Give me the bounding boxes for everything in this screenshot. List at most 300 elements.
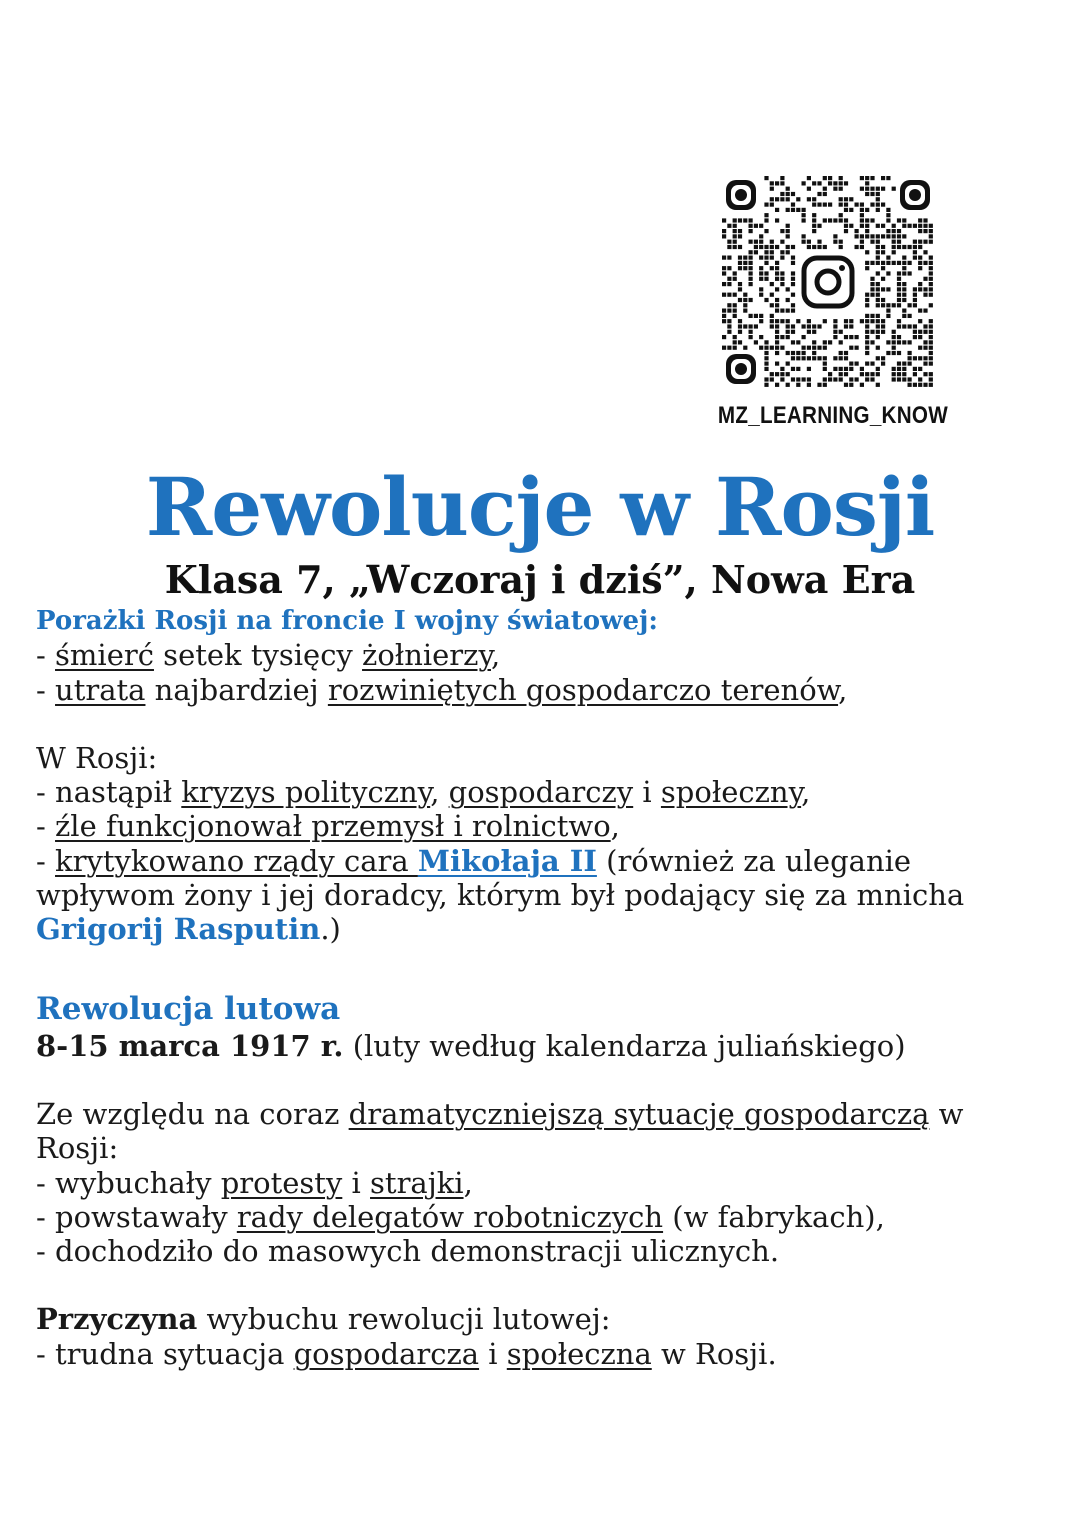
qr-module <box>764 383 768 387</box>
qr-module <box>791 356 795 360</box>
qr-module <box>812 213 816 217</box>
qr-module <box>764 250 768 254</box>
qr-module <box>770 372 774 376</box>
qr-module <box>823 187 827 191</box>
qr-module <box>923 330 927 334</box>
qr-module <box>722 346 726 350</box>
qr-module <box>897 377 901 381</box>
qr-module <box>754 340 758 344</box>
qr-module <box>881 250 885 254</box>
qr-module <box>870 330 874 334</box>
qr-module <box>733 303 737 307</box>
qr-module <box>727 224 731 228</box>
qr-module <box>918 377 922 381</box>
qr-module <box>865 351 869 355</box>
qr-module <box>727 319 731 323</box>
qr-module <box>727 277 731 281</box>
qr-module <box>738 218 742 222</box>
qr-module <box>876 335 880 339</box>
qr-module <box>876 261 880 265</box>
qr-module <box>844 218 848 222</box>
qr-module <box>913 224 917 228</box>
qr-module <box>754 324 758 328</box>
qr-module <box>722 218 726 222</box>
qr-module <box>802 346 806 350</box>
qr-module <box>902 261 906 265</box>
qr-module <box>844 197 848 201</box>
date-line: 8-15 marca 1917 r. (luty według kalendarza juliańskiego) <box>36 1028 906 1063</box>
qr-module <box>876 208 880 212</box>
qr-module <box>886 176 890 180</box>
qr-module <box>770 303 774 307</box>
qr-module <box>749 229 753 233</box>
qr-module <box>897 240 901 244</box>
qr-module <box>913 383 917 387</box>
qr-module <box>727 266 731 270</box>
qr-module <box>823 192 827 196</box>
qr-module <box>897 372 901 376</box>
section-heading-defeats: Porażki Rosji na froncie I wojny światowej: <box>36 606 659 636</box>
qr-module <box>849 367 853 371</box>
qr-module <box>802 240 806 244</box>
paragraph-intro: W Rosji: <box>36 740 158 775</box>
qr-module <box>870 340 874 344</box>
qr-module <box>902 340 906 344</box>
qr-module <box>897 271 901 275</box>
qr-module <box>844 351 848 355</box>
qr-module <box>918 261 922 265</box>
qr-module <box>738 319 742 323</box>
qr-module <box>764 351 768 355</box>
qr-module <box>929 293 933 297</box>
qr-module <box>828 372 832 376</box>
qr-code[interactable] <box>722 176 934 388</box>
qr-module <box>923 240 927 244</box>
qr-module <box>828 181 832 185</box>
cause-line: Przyczyna wybuchu rewolucji lutowej: <box>36 1302 611 1337</box>
qr-module <box>727 324 731 328</box>
qr-module <box>892 240 896 244</box>
qr-module <box>844 335 848 339</box>
qr-module <box>908 303 912 307</box>
qr-module <box>812 203 816 207</box>
qr-module <box>860 234 864 238</box>
qr-module <box>764 298 768 302</box>
qr-module <box>770 282 774 286</box>
qr-module <box>913 240 917 244</box>
qr-module <box>802 218 806 222</box>
list-item: - źle funkcjonował przemysł i rolnictwo, <box>36 809 620 844</box>
qr-module <box>775 245 779 249</box>
qr-module <box>786 234 790 238</box>
qr-module <box>817 203 821 207</box>
qr-module <box>929 240 933 244</box>
qr-module <box>881 261 885 265</box>
qr-module <box>913 298 917 302</box>
qr-module <box>733 271 737 275</box>
qr-module <box>828 203 832 207</box>
qr-module <box>892 372 896 376</box>
qr-module <box>908 261 912 265</box>
qr-module <box>807 356 811 360</box>
qr-module <box>902 362 906 366</box>
list-item: - krytykowano rządy cara Mikołaja II (również za uleganie wpływom żony i jej doradcy, którym był podający się za mnicha Grigorij Rasputin.) <box>36 843 965 947</box>
qr-module <box>923 324 927 328</box>
qr-module <box>749 277 753 281</box>
qr-module <box>812 346 816 350</box>
qr-module <box>770 181 774 185</box>
qr-module <box>722 266 726 270</box>
qr-module <box>775 181 779 185</box>
qr-module <box>913 324 917 328</box>
qr-module <box>876 303 880 307</box>
qr-finder-bottom-left <box>726 354 756 384</box>
qr-module <box>876 192 880 196</box>
qr-module <box>918 356 922 360</box>
qr-module <box>892 303 896 307</box>
qr-module <box>812 351 816 355</box>
qr-module <box>775 346 779 350</box>
qr-module <box>823 362 827 366</box>
qr-module <box>870 293 874 297</box>
qr-module <box>780 367 784 371</box>
qr-module <box>743 298 747 302</box>
qr-module <box>817 240 821 244</box>
qr-module <box>807 383 811 387</box>
qr-module <box>908 356 912 360</box>
qr-module <box>913 245 917 249</box>
qr-module <box>802 356 806 360</box>
qr-module <box>876 271 880 275</box>
qr-module <box>929 335 933 339</box>
qr-module <box>881 324 885 328</box>
qr-module <box>886 340 890 344</box>
qr-module <box>902 309 906 313</box>
qr-module <box>823 346 827 350</box>
qr-module <box>908 271 912 275</box>
qr-module <box>876 367 880 371</box>
qr-module <box>923 229 927 233</box>
qr-module <box>807 330 811 334</box>
qr-module <box>918 367 922 371</box>
qr-module <box>860 218 864 222</box>
qr-module <box>754 224 758 228</box>
qr-module <box>817 324 821 328</box>
qr-module <box>775 208 779 212</box>
qr-module <box>817 356 821 360</box>
qr-module <box>722 271 726 275</box>
qr-module <box>876 319 880 323</box>
qr-module <box>786 250 790 254</box>
qr-module <box>786 192 790 196</box>
qr-module <box>749 282 753 286</box>
qr-module <box>733 346 737 350</box>
qr-module <box>923 340 927 344</box>
qr-module <box>839 181 843 185</box>
qr-module <box>855 245 859 249</box>
qr-module <box>817 346 821 350</box>
qr-module <box>722 314 726 318</box>
qr-module <box>913 256 917 260</box>
qr-module <box>733 314 737 318</box>
qr-module <box>865 266 869 270</box>
qr-module <box>802 181 806 185</box>
qr-module <box>807 324 811 328</box>
qr-module <box>780 277 784 281</box>
qr-module <box>923 362 927 366</box>
qr-module <box>839 340 843 344</box>
qr-module <box>865 298 869 302</box>
qr-module <box>775 372 779 376</box>
qr-module <box>828 377 832 381</box>
qr-module <box>764 256 768 260</box>
qr-module <box>791 303 795 307</box>
qr-module <box>780 346 784 350</box>
qr-module <box>865 377 869 381</box>
qr-module <box>770 203 774 207</box>
qr-module <box>775 351 779 355</box>
qr-module <box>892 340 896 344</box>
qr-module <box>786 197 790 201</box>
qr-module <box>839 351 843 355</box>
qr-module <box>902 293 906 297</box>
qr-module <box>918 245 922 249</box>
qr-module <box>796 319 800 323</box>
instagram-icon <box>798 252 858 312</box>
qr-module <box>865 261 869 265</box>
qr-module <box>881 287 885 291</box>
qr-module <box>860 367 864 371</box>
qr-module <box>775 330 779 334</box>
qr-module <box>817 224 821 228</box>
qr-module <box>759 277 763 281</box>
qr-module <box>897 319 901 323</box>
qr-module <box>780 377 784 381</box>
qr-module <box>918 319 922 323</box>
qr-module <box>870 319 874 323</box>
qr-module <box>923 287 927 291</box>
qr-module <box>923 346 927 350</box>
qr-module <box>733 277 737 281</box>
qr-module <box>786 298 790 302</box>
qr-module <box>770 266 774 270</box>
qr-module <box>849 377 853 381</box>
qr-module <box>870 314 874 318</box>
qr-module <box>881 303 885 307</box>
qr-module <box>865 340 869 344</box>
qr-module <box>876 287 880 291</box>
qr-module <box>727 346 731 350</box>
qr-finder-top-right <box>900 180 930 210</box>
qr-module <box>855 377 859 381</box>
qr-module <box>770 319 774 323</box>
qr-module <box>923 277 927 281</box>
qr-module <box>727 282 731 286</box>
qr-module <box>733 229 737 233</box>
qr-module <box>812 330 816 334</box>
qr-module <box>764 229 768 233</box>
qr-module <box>780 319 784 323</box>
qr-module <box>886 208 890 212</box>
qr-module <box>759 293 763 297</box>
qr-module <box>913 335 917 339</box>
qr-module <box>865 176 869 180</box>
qr-module <box>828 340 832 344</box>
qr-module <box>802 213 806 217</box>
qr-module <box>918 256 922 260</box>
qr-module <box>923 356 927 360</box>
qr-module <box>775 303 779 307</box>
qr-module <box>844 324 848 328</box>
qr-module <box>839 187 843 191</box>
qr-module <box>876 256 880 260</box>
qr-module <box>844 383 848 387</box>
qr-module <box>775 266 779 270</box>
qr-module <box>892 224 896 228</box>
qr-module <box>865 335 869 339</box>
qr-module <box>929 266 933 270</box>
qr-module <box>775 335 779 339</box>
qr-module <box>849 324 853 328</box>
qr-module <box>780 282 784 286</box>
qr-module <box>892 229 896 233</box>
qr-module <box>902 287 906 291</box>
list-item: - utrata najbardziej rozwiniętych gospodarczo terenów, <box>36 672 848 707</box>
section-heading-february-revolution: Rewolucja lutowa <box>36 990 341 1027</box>
qr-module <box>733 335 737 339</box>
qr-module <box>860 240 864 244</box>
qr-module <box>923 224 927 228</box>
qr-module <box>897 234 901 238</box>
qr-module <box>918 266 922 270</box>
qr-module <box>929 346 933 350</box>
qr-module <box>892 234 896 238</box>
qr-module <box>881 266 885 270</box>
qr-module <box>929 261 933 265</box>
qr-module <box>886 229 890 233</box>
qr-module <box>796 383 800 387</box>
qr-module <box>749 250 753 254</box>
qr-module <box>759 240 763 244</box>
qr-module <box>807 245 811 249</box>
qr-module <box>918 282 922 286</box>
qr-module <box>844 224 848 228</box>
qr-module <box>812 324 816 328</box>
qr-module <box>791 277 795 281</box>
qr-module <box>844 229 848 233</box>
qr-module <box>786 330 790 334</box>
qr-module <box>743 256 747 260</box>
qr-module <box>828 218 832 222</box>
qr-module <box>865 218 869 222</box>
qr-module <box>791 309 795 313</box>
qr-module <box>743 309 747 313</box>
qr-module <box>764 277 768 281</box>
qr-module <box>791 256 795 260</box>
qr-module <box>823 176 827 180</box>
qr-module <box>839 372 843 376</box>
qr-module <box>791 377 795 381</box>
qr-module <box>881 176 885 180</box>
qr-module <box>876 197 880 201</box>
qr-module <box>876 372 880 376</box>
qr-module <box>833 367 837 371</box>
qr-module <box>812 224 816 228</box>
qr-module <box>791 208 795 212</box>
qr-module <box>876 383 880 387</box>
qr-module <box>918 309 922 313</box>
qr-module <box>876 346 880 350</box>
qr-module <box>913 367 917 371</box>
qr-module <box>881 187 885 191</box>
qr-module <box>786 362 790 366</box>
qr-module <box>865 346 869 350</box>
qr-module <box>807 367 811 371</box>
qr-module <box>929 287 933 291</box>
qr-module <box>796 351 800 355</box>
qr-module <box>727 245 731 249</box>
qr-module <box>764 362 768 366</box>
qr-module <box>823 319 827 323</box>
qr-module <box>791 261 795 265</box>
qr-module <box>743 218 747 222</box>
qr-module <box>929 224 933 228</box>
qr-module <box>807 377 811 381</box>
qr-module <box>839 240 843 244</box>
qr-module <box>775 261 779 265</box>
qr-module <box>738 245 742 249</box>
qr-module <box>929 271 933 275</box>
qr-module <box>844 319 848 323</box>
qr-module <box>886 314 890 318</box>
qr-module <box>733 240 737 244</box>
qr-module <box>833 377 837 381</box>
qr-module <box>759 256 763 260</box>
qr-module <box>770 346 774 350</box>
qr-module <box>749 330 753 334</box>
qr-module <box>897 335 901 339</box>
qr-module <box>839 245 843 249</box>
qr-module <box>759 346 763 350</box>
qr-module <box>913 372 917 376</box>
qr-module <box>839 377 843 381</box>
qr-module <box>918 218 922 222</box>
qr-module <box>780 309 784 313</box>
qr-module <box>908 340 912 344</box>
qr-module <box>923 309 927 313</box>
qr-module <box>876 250 880 254</box>
qr-module <box>764 213 768 217</box>
qr-module <box>855 335 859 339</box>
qr-module <box>759 245 763 249</box>
qr-module <box>913 303 917 307</box>
qr-module <box>839 367 843 371</box>
qr-module <box>870 282 874 286</box>
qr-module <box>733 293 737 297</box>
qr-module <box>733 224 737 228</box>
qr-module <box>929 340 933 344</box>
qr-module <box>733 309 737 313</box>
qr-module <box>823 367 827 371</box>
qr-module <box>743 261 747 265</box>
qr-module <box>796 208 800 212</box>
qr-module <box>849 383 853 387</box>
qr-module <box>870 234 874 238</box>
qr-module <box>892 245 896 249</box>
qr-module <box>817 383 821 387</box>
qr-module <box>849 319 853 323</box>
qr-module <box>786 335 790 339</box>
